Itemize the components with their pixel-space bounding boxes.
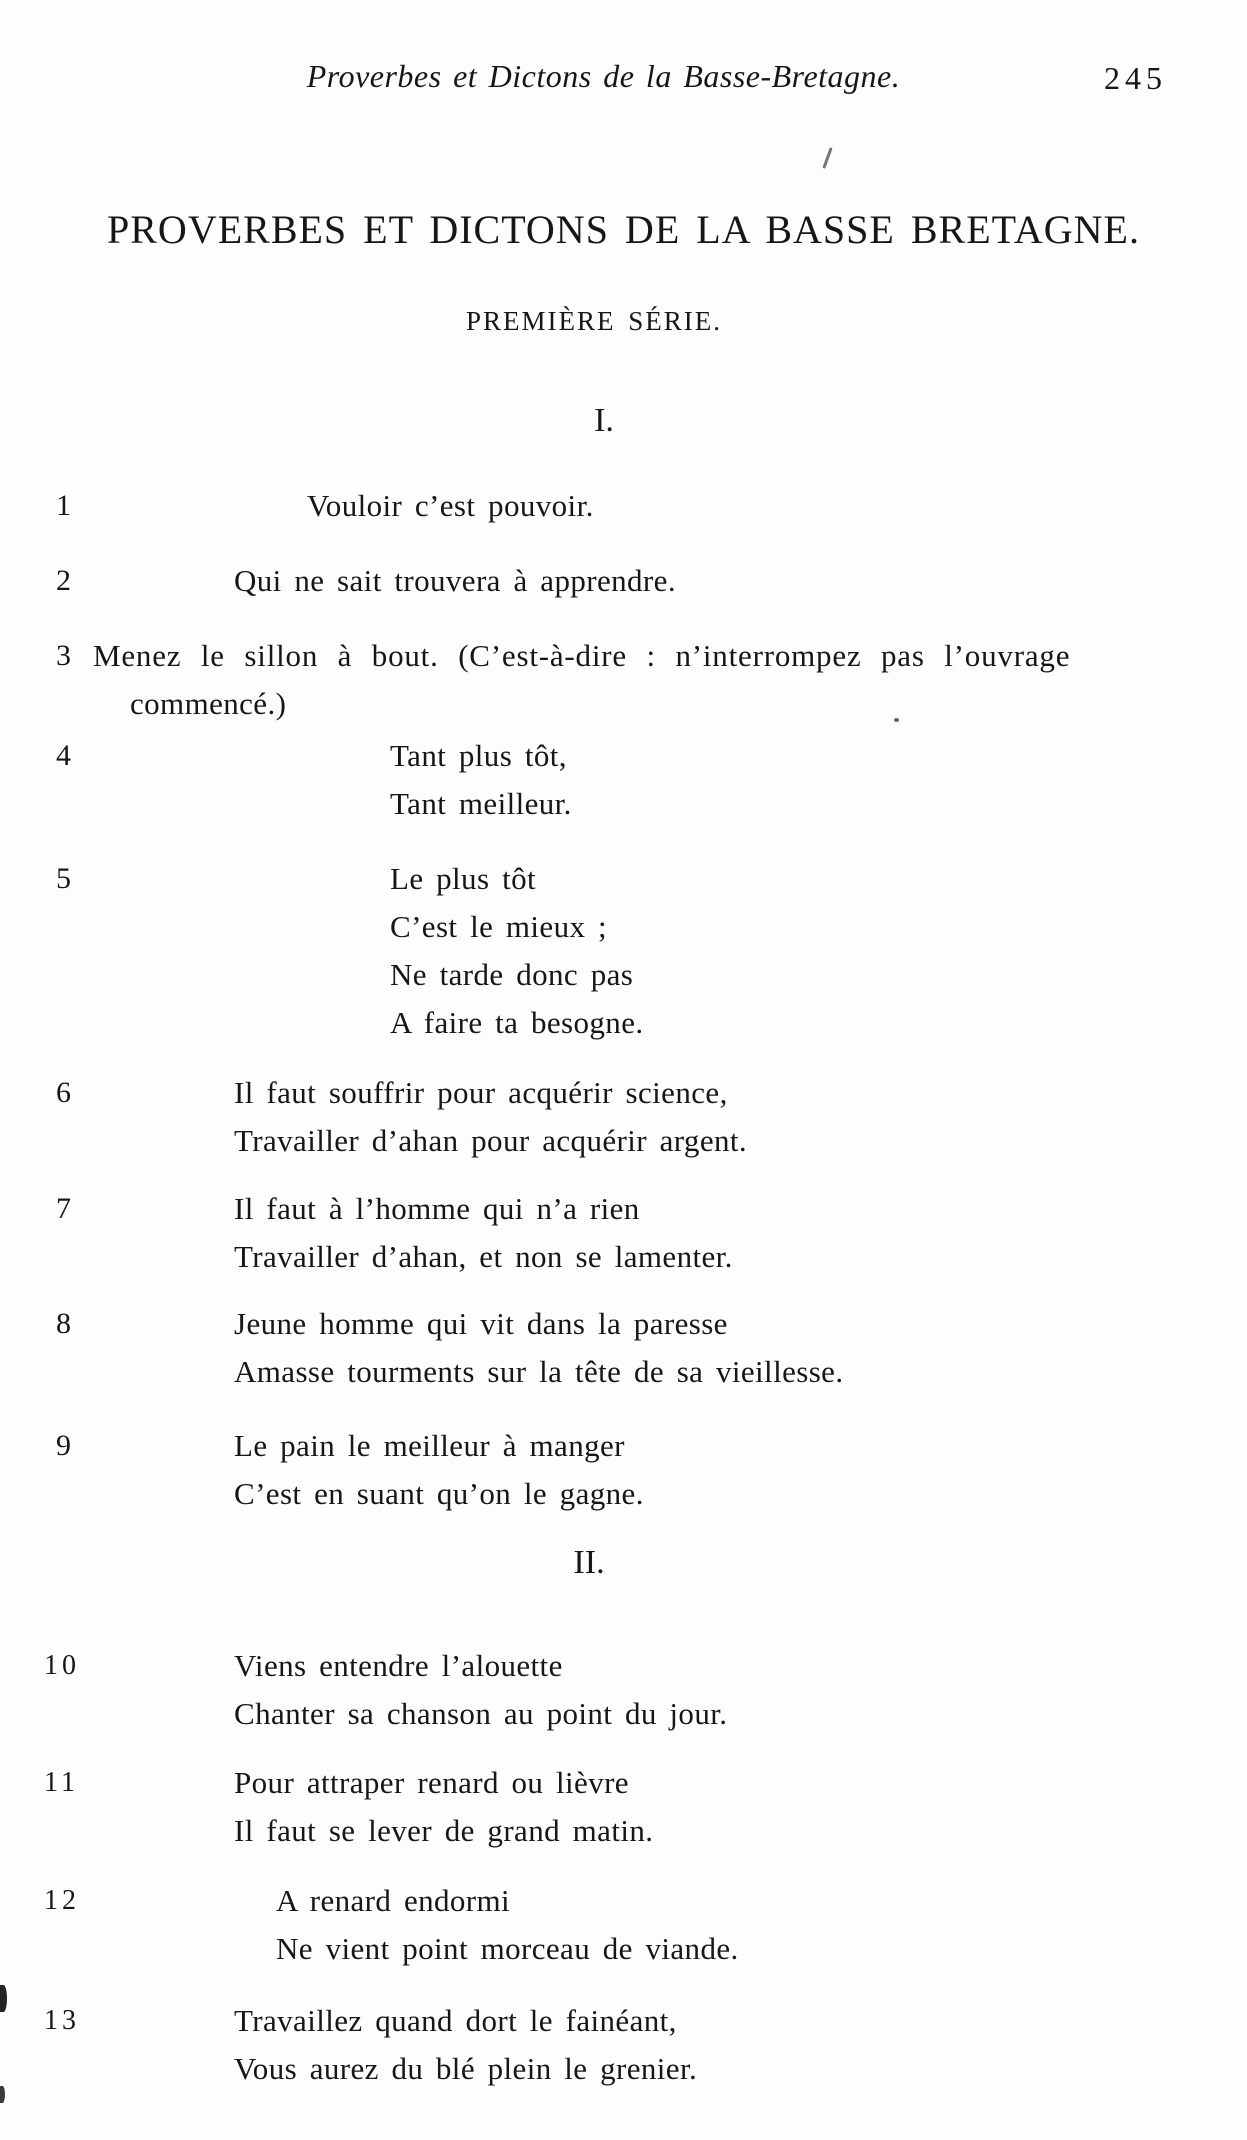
proverb-number: 12 (44, 1885, 80, 1916)
series-subtitle: PREMIÈRE SÉRIE. (465, 306, 722, 336)
proverb-line: Le pain le meilleur à manger (234, 1428, 625, 1463)
scan-artifact-edge-mark (0, 2086, 5, 2103)
scan-artifact-dot (894, 718, 899, 722)
proverb-number: 5 (56, 862, 73, 895)
proverb-item (0, 632, 1247, 728)
proverb-line: Vouloir c’est pouvoir. (307, 488, 594, 523)
proverb-line: Ne vient point morceau de viande. (276, 1931, 739, 1966)
proverb-line: Tant plus tôt, (390, 738, 567, 773)
proverb-line: Travailler d’ahan, et non se lamenter. (234, 1239, 733, 1274)
proverb-item (0, 1877, 1247, 1973)
proverb-number: 11 (44, 1767, 79, 1798)
proverb-number: 1 (56, 489, 73, 522)
proverb-line: Il faut souffrir pour acquérir science, (234, 1075, 728, 1110)
proverb-item (0, 1642, 1247, 1738)
proverb-item (0, 732, 1247, 828)
proverb-line: Qui ne sait trouvera à apprendre. (234, 563, 676, 598)
proverb-line: commencé.) (130, 686, 287, 721)
proverb-item (0, 557, 1247, 605)
page-number: 245 (1104, 60, 1167, 96)
proverb-line: C’est le mieux ; (390, 909, 608, 944)
proverb-line: Jeune homme qui vit dans la paresse (234, 1306, 728, 1341)
main-title: PROVERBES ET DICTONS DE LA BASSE BRETAGNE. (107, 207, 1140, 252)
proverb-line: Amasse tourments sur la tête de sa vieillesse. (234, 1354, 844, 1389)
proverb-number: 4 (56, 739, 73, 772)
proverb-line: Il faut se lever de grand matin. (234, 1813, 654, 1848)
proverb-line: A faire ta besogne. (390, 1005, 644, 1040)
proverb-line: A renard endormi (276, 1883, 511, 1918)
proverb-item (0, 855, 1247, 1047)
scan-artifact-slash (822, 147, 832, 169)
running-header: Proverbes et Dictons de la Basse-Bretagne. (306, 58, 901, 94)
section-heading-2: II. (573, 1544, 605, 1581)
proverb-item (0, 1069, 1247, 1165)
proverb-line: C’est en suant qu’on le gagne. (234, 1476, 644, 1511)
proverb-item (0, 1759, 1247, 1855)
scan-artifact-edge-mark (0, 1985, 7, 2012)
proverb-number: 9 (56, 1429, 73, 1462)
proverb-number: 10 (44, 1650, 80, 1681)
proverb-number: 8 (56, 1307, 73, 1340)
proverb-line: Tant meilleur. (390, 786, 572, 821)
section-heading-1: I. (594, 402, 614, 439)
proverb-item (0, 1422, 1247, 1518)
proverb-item (0, 482, 1247, 530)
proverb-number: 2 (56, 564, 73, 597)
proverb-line: Ne tarde donc pas (390, 957, 634, 992)
proverb-item (0, 1185, 1247, 1281)
proverb-line: Menez le sillon à bout. (C’est-à-dire : n’interrompez pas l’ouvrage (93, 638, 1071, 673)
proverb-number: 7 (56, 1192, 73, 1225)
proverb-item (0, 1997, 1247, 2093)
proverb-line: Pour attraper renard ou lièvre (234, 1765, 629, 1800)
proverb-number: 6 (56, 1076, 73, 1109)
proverb-line: Viens entendre l’alouette (234, 1648, 563, 1683)
proverb-line: Il faut à l’homme qui n’a rien (234, 1191, 640, 1226)
proverb-item (0, 1300, 1247, 1396)
proverb-line: Travaillez quand dort le fainéant, (234, 2003, 677, 2038)
proverb-line: Vous aurez du blé plein le grenier. (234, 2051, 698, 2086)
proverb-line: Travailler d’ahan pour acquérir argent. (234, 1123, 748, 1158)
proverb-number: 13 (44, 2005, 80, 2036)
proverb-line: Le plus tôt (390, 861, 536, 896)
proverb-number: 3 (56, 639, 73, 672)
proverb-line: Chanter sa chanson au point du jour. (234, 1696, 728, 1731)
